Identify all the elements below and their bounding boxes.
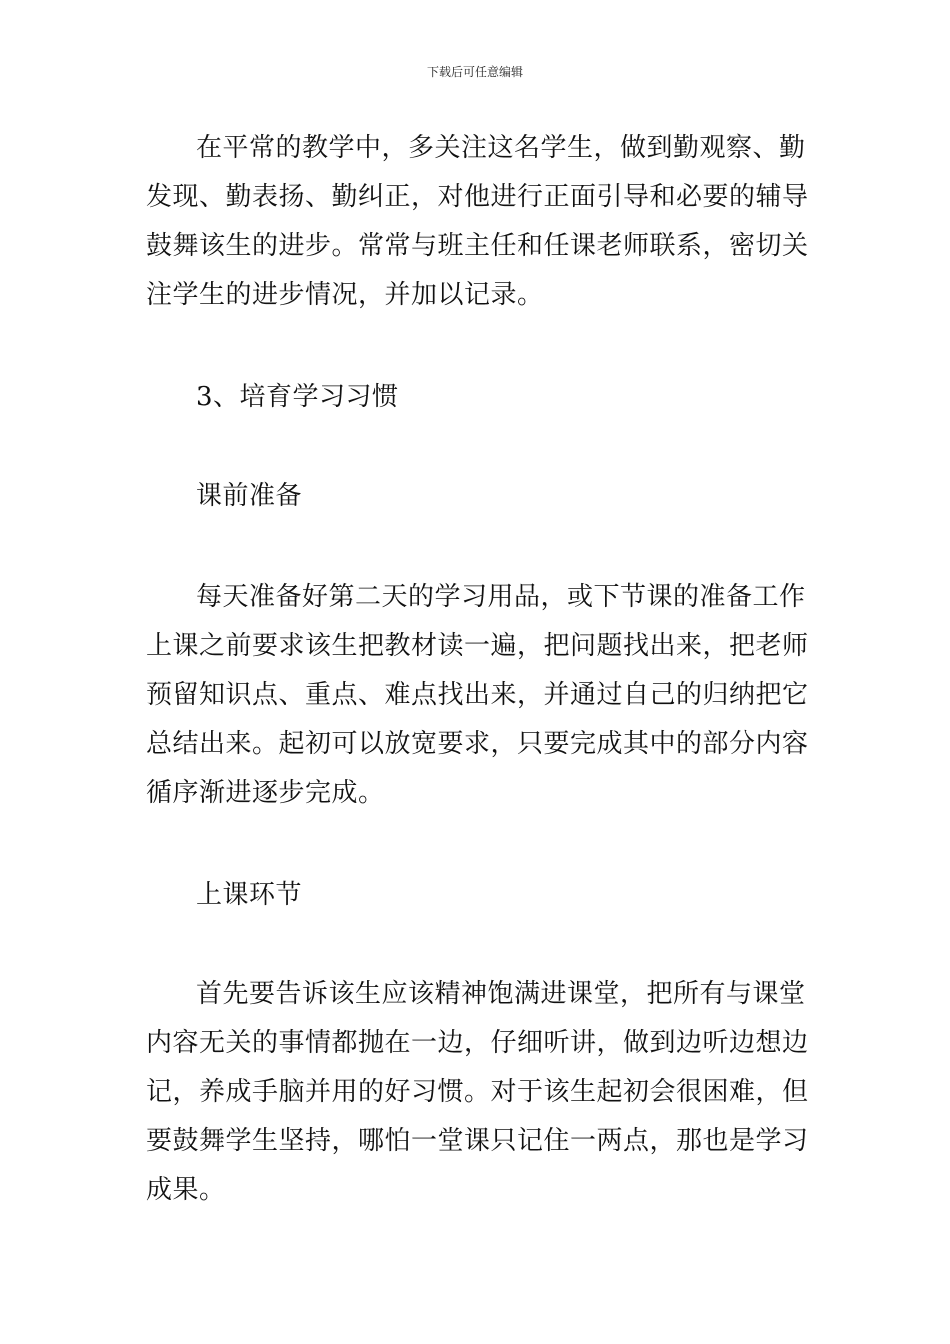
paragraph-line: 鼓舞该生的进步。常常与班主任和任课老师联系，密切关 xyxy=(146,231,809,261)
paragraph-line: 循序渐进逐步完成。 xyxy=(146,778,385,808)
paragraph-line: 注学生的进步情况，并加以记录。 xyxy=(146,280,544,310)
paragraph-line: 内容无关的事情都抛在一边，仔细听讲，做到边听边想边 xyxy=(146,1028,809,1058)
paragraph-line: 首先要告诉该生应该精神饱满进课堂，把所有与课堂 xyxy=(196,979,806,1009)
subheading-in-class: 上课环节 xyxy=(196,880,303,910)
paragraph-line: 每天准备好第二天的学习用品，或下节课的准备工作 xyxy=(196,582,806,612)
section-heading: 3、培育学习习惯 xyxy=(196,382,399,412)
paragraph-line: 在平常的教学中，多关注这名学生，做到勤观察、勤 xyxy=(196,133,806,163)
paragraph-line: 记，养成手脑并用的好习惯。对于该生起初会很困难，但 xyxy=(146,1077,809,1107)
paragraph-line: 预留知识点、重点、难点找出来，并通过自己的归纳把它 xyxy=(146,680,809,710)
paragraph-line: 成果。 xyxy=(146,1175,226,1205)
paragraph-line: 总结出来。起初可以放宽要求，只要完成其中的部分内容 xyxy=(146,729,809,759)
paragraph-line: 发现、勤表扬、勤纠正，对他进行正面引导和必要的辅导 xyxy=(146,182,809,212)
paragraph-line: 要鼓舞学生坚持，哪怕一堂课只记住一两点，那也是学习 xyxy=(146,1126,809,1156)
paragraph-line: 上课之前要求该生把教材读一遍，把问题找出来，把老师 xyxy=(146,631,809,661)
page-header-note: 下载后可任意编辑 xyxy=(426,65,523,79)
subheading-before-class: 课前准备 xyxy=(196,481,303,511)
